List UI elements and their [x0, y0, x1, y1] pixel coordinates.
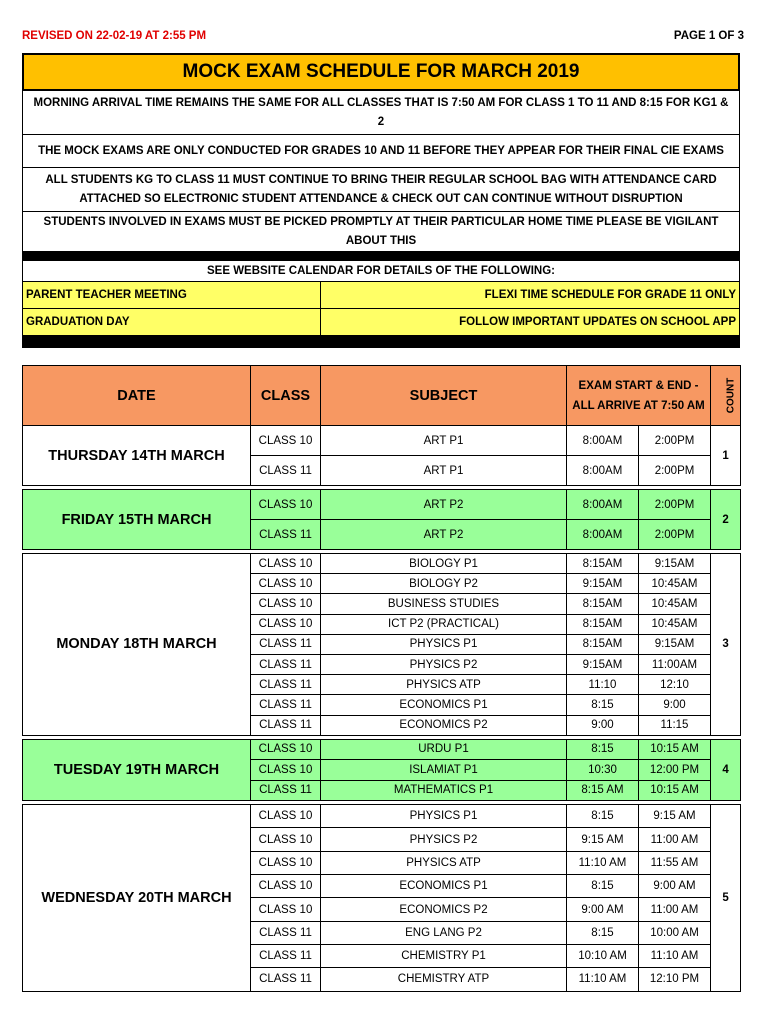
start-time-cell: 11:10 AM [567, 851, 639, 874]
calendar-row-2 [22, 309, 740, 336]
end-time-cell: 9:00 AM [639, 875, 711, 898]
subject-cell: CHEMISTRY P1 [321, 944, 567, 967]
day-count: 4 [711, 739, 741, 801]
start-time-cell: 8:15AM [567, 554, 639, 574]
start-time-cell: 11:10 [567, 675, 639, 695]
start-time-cell: 9:00 [567, 715, 639, 735]
day-count: 1 [711, 426, 741, 486]
exam-date: THURSDAY 14TH MARCH [23, 426, 251, 486]
divider-band [22, 252, 740, 261]
class-cell: CLASS 10 [251, 851, 321, 874]
class-cell: CLASS 10 [251, 614, 321, 634]
end-time-cell: 9:15AM [639, 634, 711, 654]
table-row [23, 554, 741, 574]
start-time-cell: 9:15AM [567, 574, 639, 594]
subject-cell: PHYSICS ATP [321, 851, 567, 874]
subject-cell: ECONOMICS P1 [321, 875, 567, 898]
revised-note: REVISED ON 22-02-19 AT 2:55 PM [22, 30, 207, 42]
end-time-cell: 12:00 PM [639, 760, 711, 781]
subject-cell: BIOLOGY P1 [321, 554, 567, 574]
class-cell: CLASS 11 [251, 456, 321, 486]
start-time-cell: 9:00 AM [567, 898, 639, 921]
parent-teacher-meeting: PARENT TEACHER MEETING [23, 282, 321, 308]
page-title: MOCK EXAM SCHEDULE FOR MARCH 2019 [22, 53, 740, 91]
end-time-cell: 10:15 AM [639, 739, 711, 760]
class-cell: CLASS 11 [251, 695, 321, 715]
end-time-cell: 10:45AM [639, 594, 711, 614]
start-time-cell: 8:15 [567, 875, 639, 898]
subject-cell: BUSINESS STUDIES [321, 594, 567, 614]
class-cell: CLASS 10 [251, 490, 321, 520]
subject-cell: ECONOMICS P2 [321, 715, 567, 735]
exam-schedule-table [22, 365, 741, 992]
subject-cell: CHEMISTRY ATP [321, 968, 567, 991]
calendar-row-1 [22, 282, 740, 309]
subject-cell: ISLAMIAT P1 [321, 760, 567, 781]
end-time-cell: 11:10 AM [639, 944, 711, 967]
subject-cell: ECONOMICS P1 [321, 695, 567, 715]
start-time-cell: 8:00AM [567, 520, 639, 550]
class-cell: CLASS 11 [251, 968, 321, 991]
end-time-cell: 9:15AM [639, 554, 711, 574]
graduation-day: GRADUATION DAY [23, 309, 321, 335]
class-cell: CLASS 11 [251, 520, 321, 550]
subject-cell: PHYSICS P1 [321, 634, 567, 654]
day-count: 2 [711, 490, 741, 550]
class-cell: CLASS 11 [251, 715, 321, 735]
end-time-cell: 9:00 [639, 695, 711, 715]
school-app-updates: FOLLOW IMPORTANT UPDATES ON SCHOOL APP [459, 316, 736, 328]
start-time-cell: 8:15AM [567, 614, 639, 634]
class-cell: CLASS 10 [251, 594, 321, 614]
end-time-cell: 11:00 AM [639, 898, 711, 921]
end-time-cell: 2:00PM [639, 426, 711, 456]
end-time-cell: 11:15 [639, 715, 711, 735]
end-time-cell: 11:00 AM [639, 828, 711, 851]
col-exam-time: EXAM START & END - ALL ARRIVE AT 7:50 AM [567, 366, 711, 426]
start-time-cell: 8:15AM [567, 594, 639, 614]
end-time-cell: 11:00AM [639, 654, 711, 674]
end-time-cell: 9:15 AM [639, 805, 711, 828]
class-cell: CLASS 11 [251, 675, 321, 695]
divider-band-2 [22, 336, 740, 348]
table-row [23, 490, 741, 520]
subject-cell: ART P2 [321, 520, 567, 550]
col-count [711, 366, 741, 426]
end-time-cell: 10:45AM [639, 614, 711, 634]
class-cell: CLASS 11 [251, 634, 321, 654]
start-time-cell: 10:30 [567, 760, 639, 781]
start-time-cell: 8:15 [567, 695, 639, 715]
day-count: 3 [711, 554, 741, 736]
exam-date: WEDNESDAY 20TH MARCH [23, 805, 251, 991]
notice-pickup: STUDENTS INVOLVED IN EXAMS MUST BE PICKED PROMPTLY AT THEIR PARTICULAR HOME TIME PLEASE BE VIGILANT ABOUT THIS [22, 212, 740, 252]
start-time-cell: 9:15 AM [567, 828, 639, 851]
page-header [22, 30, 744, 48]
col-count-label: COUNT [725, 377, 737, 414]
exam-date: FRIDAY 15TH MARCH [23, 490, 251, 550]
start-time-cell: 8:15AM [567, 634, 639, 654]
class-cell: CLASS 10 [251, 875, 321, 898]
subject-cell: ART P2 [321, 490, 567, 520]
table-row [23, 739, 741, 760]
day-count: 5 [711, 805, 741, 991]
start-time-cell: 8:15 [567, 739, 639, 760]
end-time-cell: 10:15 AM [639, 780, 711, 801]
subject-cell: ART P1 [321, 456, 567, 486]
end-time-cell: 10:45AM [639, 574, 711, 594]
class-cell: CLASS 10 [251, 426, 321, 456]
end-time-cell: 12:10 PM [639, 968, 711, 991]
class-cell: CLASS 10 [251, 574, 321, 594]
start-time-cell: 8:00AM [567, 426, 639, 456]
subject-cell: ICT P2 (PRACTICAL) [321, 614, 567, 634]
class-cell: CLASS 10 [251, 805, 321, 828]
notice-school-bag: ALL STUDENTS KG TO CLASS 11 MUST CONTINUE TO BRING THEIR REGULAR SCHOOL BAG WITH ATTENDANCE CARD ATTACHED SO ELECTRONIC STUDENT ATTENDANCE & CHECK OUT CAN CONTINUE WITHOUT DISRUPTION [22, 168, 740, 212]
start-time-cell: 8:15 [567, 805, 639, 828]
exam-date: TUESDAY 19TH MARCH [23, 739, 251, 801]
exam-date: MONDAY 18TH MARCH [23, 554, 251, 736]
notice-grades: THE MOCK EXAMS ARE ONLY CONDUCTED FOR GRADES 10 AND 11 BEFORE THEY APPEAR FOR THEIR FINAL CIE EXAMS [22, 135, 740, 168]
subject-cell: PHYSICS P1 [321, 805, 567, 828]
class-cell: CLASS 11 [251, 654, 321, 674]
table-row [23, 426, 741, 456]
start-time-cell: 11:10 AM [567, 968, 639, 991]
page-number: PAGE 1 OF 3 [673, 30, 744, 42]
subject-cell: PHYSICS ATP [321, 675, 567, 695]
class-cell: CLASS 11 [251, 921, 321, 944]
class-cell: CLASS 11 [251, 944, 321, 967]
start-time-cell: 8:15 [567, 921, 639, 944]
end-time-cell: 2:00PM [639, 520, 711, 550]
end-time-cell: 12:10 [639, 675, 711, 695]
calendar-heading: SEE WEBSITE CALENDAR FOR DETAILS OF THE FOLLOWING: [22, 261, 740, 282]
subject-cell: ENG LANG P2 [321, 921, 567, 944]
start-time-cell: 8:00AM [567, 456, 639, 486]
class-cell: CLASS 11 [251, 780, 321, 801]
end-time-cell: 10:00 AM [639, 921, 711, 944]
subject-cell: MATHEMATICS P1 [321, 780, 567, 801]
schedule-header-block [22, 53, 740, 348]
start-time-cell: 10:10 AM [567, 944, 639, 967]
flexi-time-schedule: FLEXI TIME SCHEDULE FOR GRADE 11 ONLY [484, 289, 736, 301]
subject-cell: BIOLOGY P2 [321, 574, 567, 594]
start-time-cell: 8:00AM [567, 490, 639, 520]
table-header-row [23, 366, 741, 426]
subject-cell: PHYSICS P2 [321, 654, 567, 674]
start-time-cell: 8:15 AM [567, 780, 639, 801]
subject-cell: ECONOMICS P2 [321, 898, 567, 921]
subject-cell: ART P1 [321, 426, 567, 456]
col-subject: SUBJECT [321, 366, 567, 426]
end-time-cell: 2:00PM [639, 456, 711, 486]
subject-cell: PHYSICS P2 [321, 828, 567, 851]
notice-arrival: MORNING ARRIVAL TIME REMAINS THE SAME FOR ALL CLASSES THAT IS 7:50 AM FOR CLASS 1 TO 11 AND 8:15 FOR KG1 & 2 [22, 91, 740, 135]
schedule-body [23, 426, 741, 992]
table-row [23, 805, 741, 828]
class-cell: CLASS 10 [251, 554, 321, 574]
subject-cell: URDU P1 [321, 739, 567, 760]
end-time-cell: 2:00PM [639, 490, 711, 520]
class-cell: CLASS 10 [251, 739, 321, 760]
start-time-cell: 9:15AM [567, 654, 639, 674]
class-cell: CLASS 10 [251, 760, 321, 781]
col-date: DATE [23, 366, 251, 426]
class-cell: CLASS 10 [251, 898, 321, 921]
class-cell: CLASS 10 [251, 828, 321, 851]
end-time-cell: 11:55 AM [639, 851, 711, 874]
col-class: CLASS [251, 366, 321, 426]
